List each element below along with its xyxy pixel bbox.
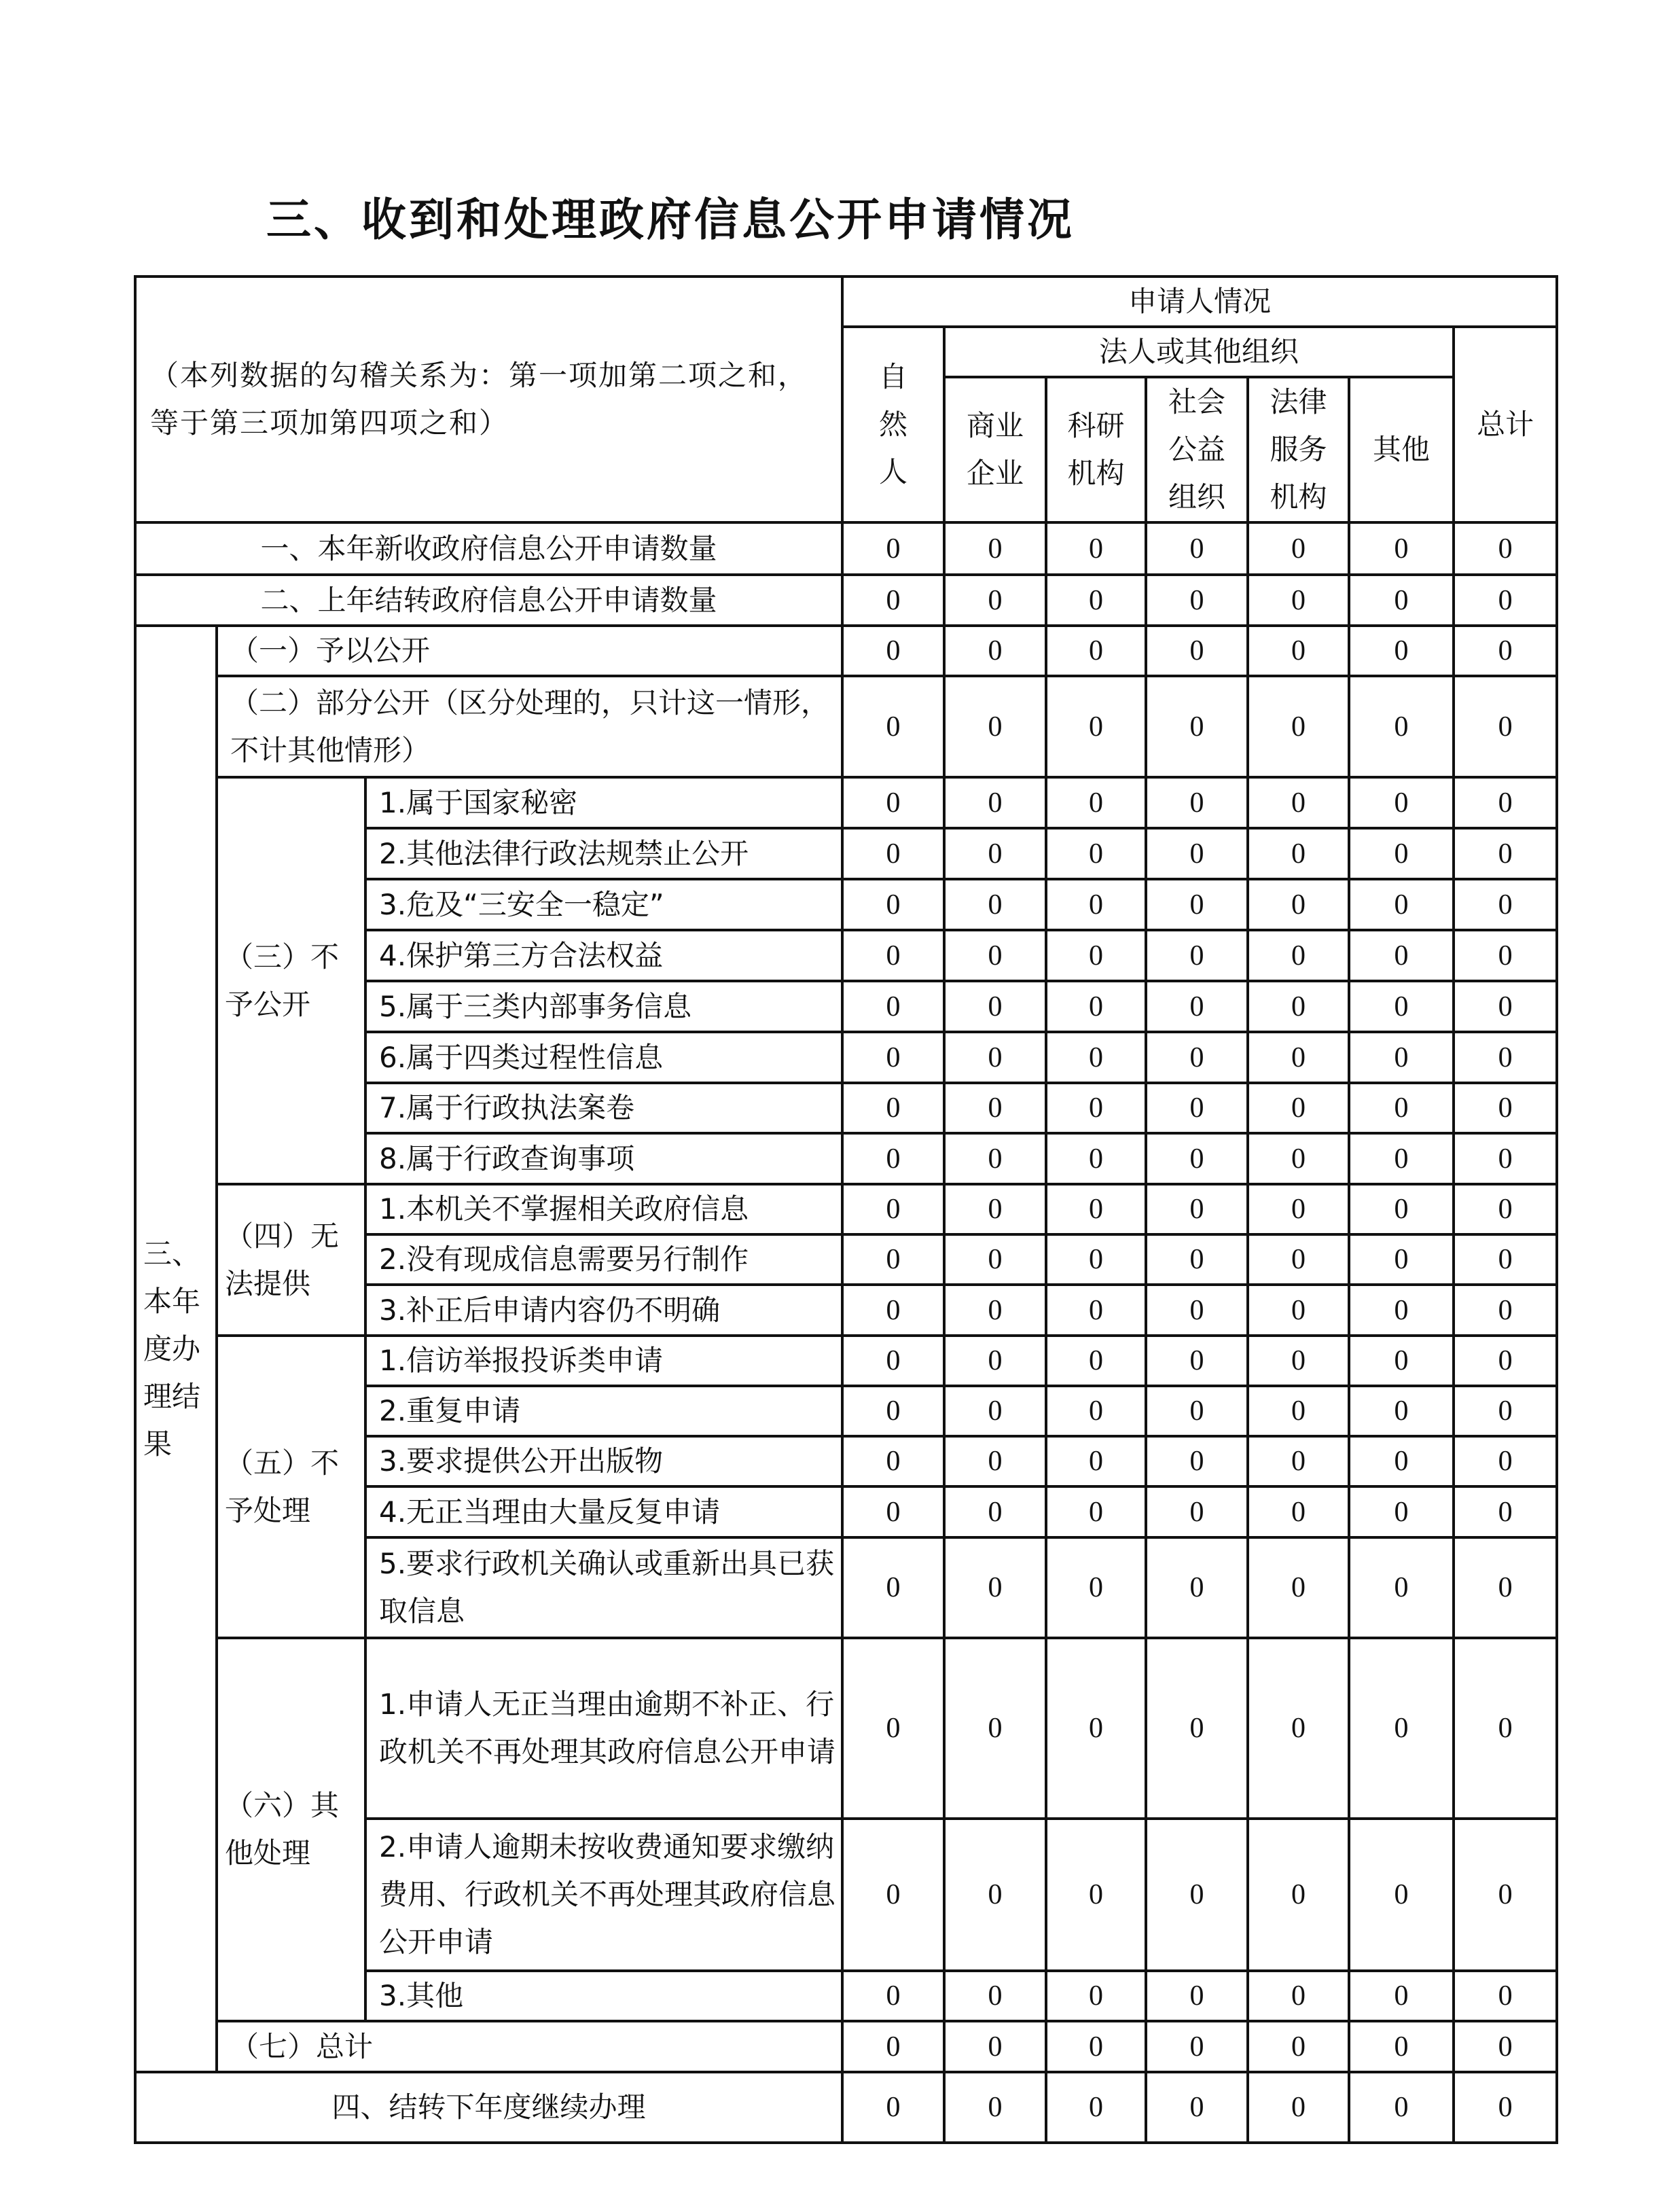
value-cell: 0 bbox=[842, 1971, 944, 2021]
row-label: 3.补正后申请内容仍不明确 bbox=[365, 1285, 842, 1336]
value-cell: 0 bbox=[1248, 1386, 1349, 1436]
value-cell: 0 bbox=[1248, 1083, 1349, 1133]
header-legal-group: 法人或其他组织 bbox=[944, 327, 1454, 377]
value-cell: 0 bbox=[1454, 1486, 1557, 1537]
value-cell: 0 bbox=[1349, 1436, 1454, 1486]
value-cell: 0 bbox=[842, 1386, 944, 1436]
value-cell: 0 bbox=[842, 2072, 944, 2143]
group-label-text: （四）无法提供 bbox=[225, 1219, 340, 1300]
value-cell: 0 bbox=[1248, 1032, 1349, 1083]
value-cell: 0 bbox=[1349, 1386, 1454, 1436]
value-cell: 0 bbox=[1046, 1184, 1146, 1234]
value-cell: 0 bbox=[1248, 1436, 1349, 1486]
value-cell: 0 bbox=[1454, 522, 1557, 575]
value-cell: 0 bbox=[1454, 1436, 1557, 1486]
table-row bbox=[135, 522, 1557, 575]
row-label: 8.属于行政查询事项 bbox=[365, 1133, 842, 1184]
application-statistics-table bbox=[134, 275, 1558, 2144]
value-cell: 0 bbox=[1349, 1032, 1454, 1083]
value-cell: 0 bbox=[1046, 1032, 1146, 1083]
value-cell: 0 bbox=[842, 1819, 944, 1971]
value-cell: 0 bbox=[842, 828, 944, 879]
header-natural-person bbox=[842, 327, 944, 522]
value-cell: 0 bbox=[1146, 879, 1248, 930]
value-cell: 0 bbox=[1146, 1285, 1248, 1336]
value-cell: 0 bbox=[944, 1436, 1046, 1486]
value-cell: 0 bbox=[1046, 676, 1146, 777]
row-label: （二）部分公开（区分处理的，只计这一情形，不计其他情形） bbox=[217, 676, 842, 777]
value-cell: 0 bbox=[1349, 626, 1454, 676]
value-cell: 0 bbox=[1248, 930, 1349, 981]
value-cell: 0 bbox=[1454, 777, 1557, 828]
value-cell: 0 bbox=[842, 626, 944, 676]
value-cell: 0 bbox=[1046, 2072, 1146, 2143]
value-cell: 0 bbox=[1248, 1133, 1349, 1184]
value-cell: 0 bbox=[1248, 879, 1349, 930]
table-row bbox=[135, 575, 1557, 626]
header-note: （本列数据的勾稽关系为：第一项加第二项之和，等于第三项加第四项之和） bbox=[135, 276, 842, 522]
value-cell: 0 bbox=[1046, 1336, 1146, 1386]
value-cell: 0 bbox=[1146, 1819, 1248, 1971]
table-row bbox=[135, 2021, 1557, 2072]
value-cell: 0 bbox=[1046, 1436, 1146, 1486]
value-cell: 0 bbox=[1349, 2021, 1454, 2072]
table-row bbox=[135, 1638, 1557, 1819]
value-cell: 0 bbox=[842, 879, 944, 930]
value-cell: 0 bbox=[1146, 1486, 1248, 1537]
value-cell: 0 bbox=[944, 1184, 1046, 1234]
value-cell: 0 bbox=[1146, 1386, 1248, 1436]
value-cell: 0 bbox=[1248, 1486, 1349, 1537]
row-label: 1.信访举报投诉类申请 bbox=[365, 1336, 842, 1386]
value-cell: 0 bbox=[1349, 1234, 1454, 1285]
value-cell: 0 bbox=[1349, 575, 1454, 626]
value-cell: 0 bbox=[1046, 522, 1146, 575]
value-cell: 0 bbox=[944, 1386, 1046, 1436]
value-cell: 0 bbox=[842, 981, 944, 1032]
value-cell: 0 bbox=[1454, 1285, 1557, 1336]
section-3-label-text: 三、本年度办理结果 bbox=[143, 1236, 201, 1461]
value-cell: 0 bbox=[944, 2072, 1046, 2143]
value-cell: 0 bbox=[1248, 626, 1349, 676]
value-cell: 0 bbox=[1454, 1184, 1557, 1234]
row-label: 1.属于国家秘密 bbox=[365, 777, 842, 828]
value-cell: 0 bbox=[1454, 1386, 1557, 1436]
row-label: 4.无正当理由大量反复申请 bbox=[365, 1486, 842, 1537]
value-cell: 0 bbox=[944, 1819, 1046, 1971]
header-col-research bbox=[1046, 377, 1146, 522]
value-cell: 0 bbox=[1454, 1819, 1557, 1971]
header-col-other bbox=[1349, 377, 1454, 522]
value-cell: 0 bbox=[1146, 981, 1248, 1032]
row-label: 7.属于行政执法案卷 bbox=[365, 1083, 842, 1133]
value-cell: 0 bbox=[842, 1436, 944, 1486]
value-cell: 0 bbox=[944, 575, 1046, 626]
value-cell: 0 bbox=[1046, 879, 1146, 930]
row-label: 1.本机关不掌握相关政府信息 bbox=[365, 1184, 842, 1234]
row-label: 3.要求提供公开出版物 bbox=[365, 1436, 842, 1486]
value-cell: 0 bbox=[1454, 1638, 1557, 1819]
value-cell: 0 bbox=[1248, 828, 1349, 879]
value-cell: 0 bbox=[1046, 1234, 1146, 1285]
group-label-text: （三）不予公开 bbox=[225, 940, 340, 1021]
value-cell: 0 bbox=[1146, 1436, 1248, 1486]
row-label: 一、本年新收政府信息公开申请数量 bbox=[135, 522, 842, 575]
value-cell: 0 bbox=[1248, 1336, 1349, 1386]
value-cell: 0 bbox=[1248, 1184, 1349, 1234]
value-cell: 0 bbox=[944, 981, 1046, 1032]
group-label-text: （五）不予处理 bbox=[225, 1446, 340, 1527]
row-label: 四、结转下年度继续办理 bbox=[135, 2072, 842, 2143]
group-label-other-handling bbox=[217, 1638, 365, 2021]
value-cell: 0 bbox=[1454, 828, 1557, 879]
value-cell: 0 bbox=[1248, 777, 1349, 828]
value-cell: 0 bbox=[1046, 930, 1146, 981]
value-cell: 0 bbox=[1248, 1537, 1349, 1638]
value-cell: 0 bbox=[944, 828, 1046, 879]
value-cell: 0 bbox=[1248, 2021, 1349, 2072]
row-label: 1.申请人无正当理由逾期不补正、行政机关不再处理其政府信息公开申请 bbox=[365, 1638, 842, 1819]
value-cell: 0 bbox=[1454, 1234, 1557, 1285]
value-cell: 0 bbox=[1349, 2072, 1454, 2143]
value-cell: 0 bbox=[1349, 1184, 1454, 1234]
value-cell: 0 bbox=[1146, 2021, 1248, 2072]
value-cell: 0 bbox=[842, 522, 944, 575]
value-cell: 0 bbox=[842, 1486, 944, 1537]
value-cell: 0 bbox=[842, 930, 944, 981]
value-cell: 0 bbox=[1349, 1638, 1454, 1819]
row-label: 6.属于四类过程性信息 bbox=[365, 1032, 842, 1083]
value-cell: 0 bbox=[842, 1537, 944, 1638]
value-cell: 0 bbox=[1046, 1083, 1146, 1133]
value-cell: 0 bbox=[1248, 1638, 1349, 1819]
value-cell: 0 bbox=[842, 777, 944, 828]
value-cell: 0 bbox=[1046, 777, 1146, 828]
header-total: 总计 bbox=[1454, 327, 1557, 522]
row-label: 4.保护第三方合法权益 bbox=[365, 930, 842, 981]
value-cell: 0 bbox=[1349, 522, 1454, 575]
value-cell: 0 bbox=[1349, 981, 1454, 1032]
value-cell: 0 bbox=[842, 1083, 944, 1133]
value-cell: 0 bbox=[1349, 930, 1454, 981]
value-cell: 0 bbox=[1349, 1083, 1454, 1133]
value-cell: 0 bbox=[1146, 828, 1248, 879]
value-cell: 0 bbox=[1046, 981, 1146, 1032]
value-cell: 0 bbox=[944, 930, 1046, 981]
value-cell: 0 bbox=[1046, 1537, 1146, 1638]
value-cell: 0 bbox=[944, 2021, 1046, 2072]
value-cell: 0 bbox=[944, 1285, 1046, 1336]
value-cell: 0 bbox=[1046, 1486, 1146, 1537]
value-cell: 0 bbox=[944, 1486, 1046, 1537]
value-cell: 0 bbox=[1454, 981, 1557, 1032]
row-label: 2.重复申请 bbox=[365, 1386, 842, 1436]
value-cell: 0 bbox=[1146, 1638, 1248, 1819]
value-cell: 0 bbox=[944, 1133, 1046, 1184]
value-cell: 0 bbox=[842, 1133, 944, 1184]
value-cell: 0 bbox=[944, 626, 1046, 676]
value-cell: 0 bbox=[1146, 777, 1248, 828]
table-row bbox=[135, 777, 1557, 828]
value-cell: 0 bbox=[842, 1285, 944, 1336]
value-cell: 0 bbox=[1454, 1032, 1557, 1083]
value-cell: 0 bbox=[1349, 1819, 1454, 1971]
value-cell: 0 bbox=[1046, 1386, 1146, 1436]
value-cell: 0 bbox=[1146, 1537, 1248, 1638]
row-label: 2.没有现成信息需要另行制作 bbox=[365, 1234, 842, 1285]
row-label: 2.申请人逾期未按收费通知要求缴纳费用、行政机关不再处理其政府信息公开申请 bbox=[365, 1819, 842, 1971]
value-cell: 0 bbox=[1046, 1819, 1146, 1971]
group-label-text: （六）其他处理 bbox=[225, 1789, 340, 1870]
header-col-business bbox=[944, 377, 1046, 522]
value-cell: 0 bbox=[1146, 522, 1248, 575]
value-cell: 0 bbox=[1046, 1971, 1146, 2021]
value-cell: 0 bbox=[944, 1032, 1046, 1083]
table-row bbox=[135, 1184, 1557, 1234]
value-cell: 0 bbox=[1146, 1336, 1248, 1386]
table-row bbox=[135, 626, 1557, 676]
value-cell: 0 bbox=[944, 1336, 1046, 1386]
value-cell: 0 bbox=[1454, 1336, 1557, 1386]
group-label-withheld bbox=[217, 777, 365, 1184]
value-cell: 0 bbox=[1454, 1083, 1557, 1133]
value-cell: 0 bbox=[1046, 1638, 1146, 1819]
value-cell: 0 bbox=[1046, 828, 1146, 879]
value-cell: 0 bbox=[842, 1032, 944, 1083]
row-label: 3.其他 bbox=[365, 1971, 842, 2021]
value-cell: 0 bbox=[1146, 676, 1248, 777]
value-cell: 0 bbox=[1349, 676, 1454, 777]
table-row bbox=[135, 1336, 1557, 1386]
value-cell: 0 bbox=[944, 676, 1046, 777]
header-natural-person-label: 自然人 bbox=[879, 360, 908, 488]
value-cell: 0 bbox=[944, 1638, 1046, 1819]
page-title: 三、收到和处理政府信息公开申请情况 bbox=[266, 194, 1075, 246]
value-cell: 0 bbox=[1146, 1184, 1248, 1234]
value-cell: 0 bbox=[1146, 575, 1248, 626]
value-cell: 0 bbox=[1248, 676, 1349, 777]
header-col-legal-service bbox=[1248, 377, 1349, 522]
value-cell: 0 bbox=[1046, 575, 1146, 626]
value-cell: 0 bbox=[1146, 1133, 1248, 1184]
table-row bbox=[135, 2072, 1557, 2143]
value-cell: 0 bbox=[944, 1083, 1046, 1133]
value-cell: 0 bbox=[842, 2021, 944, 2072]
value-cell: 0 bbox=[842, 1336, 944, 1386]
value-cell: 0 bbox=[1454, 575, 1557, 626]
header-col-label: 其他 bbox=[1373, 433, 1431, 466]
row-label: 5.要求行政机关确认或重新出具已获取信息 bbox=[365, 1537, 842, 1638]
value-cell: 0 bbox=[1454, 626, 1557, 676]
value-cell: 0 bbox=[1349, 777, 1454, 828]
value-cell: 0 bbox=[1454, 1971, 1557, 2021]
value-cell: 0 bbox=[1046, 1133, 1146, 1184]
header-col-label: 法律服务机构 bbox=[1270, 385, 1327, 514]
value-cell: 0 bbox=[1349, 1537, 1454, 1638]
value-cell: 0 bbox=[1349, 1971, 1454, 2021]
row-label: （七）总计 bbox=[217, 2021, 842, 2072]
value-cell: 0 bbox=[1454, 930, 1557, 981]
header-col-label: 社会公益组织 bbox=[1168, 385, 1226, 514]
value-cell: 0 bbox=[1248, 575, 1349, 626]
value-cell: 0 bbox=[944, 1537, 1046, 1638]
value-cell: 0 bbox=[842, 676, 944, 777]
value-cell: 0 bbox=[944, 879, 1046, 930]
row-label: 5.属于三类内部事务信息 bbox=[365, 981, 842, 1032]
value-cell: 0 bbox=[1248, 2072, 1349, 2143]
value-cell: 0 bbox=[1046, 626, 1146, 676]
value-cell: 0 bbox=[944, 1234, 1046, 1285]
value-cell: 0 bbox=[1454, 879, 1557, 930]
value-cell: 0 bbox=[842, 1234, 944, 1285]
value-cell: 0 bbox=[1349, 879, 1454, 930]
value-cell: 0 bbox=[1146, 930, 1248, 981]
value-cell: 0 bbox=[1046, 2021, 1146, 2072]
value-cell: 0 bbox=[1248, 1285, 1349, 1336]
group-label-unavailable bbox=[217, 1184, 365, 1336]
value-cell: 0 bbox=[1248, 1234, 1349, 1285]
value-cell: 0 bbox=[1146, 1971, 1248, 2021]
section-3-label bbox=[135, 626, 217, 2072]
row-label: 3.危及“三安全一稳定” bbox=[365, 879, 842, 930]
value-cell: 0 bbox=[1349, 1336, 1454, 1386]
value-cell: 0 bbox=[1248, 1819, 1349, 1971]
value-cell: 0 bbox=[1349, 828, 1454, 879]
value-cell: 0 bbox=[1454, 1537, 1557, 1638]
value-cell: 0 bbox=[842, 1638, 944, 1819]
group-label-not-processed bbox=[217, 1336, 365, 1638]
value-cell: 0 bbox=[1349, 1133, 1454, 1184]
value-cell: 0 bbox=[944, 522, 1046, 575]
value-cell: 0 bbox=[1046, 1285, 1146, 1336]
value-cell: 0 bbox=[944, 777, 1046, 828]
value-cell: 0 bbox=[1454, 676, 1557, 777]
table-row bbox=[135, 676, 1557, 777]
value-cell: 0 bbox=[1146, 626, 1248, 676]
value-cell: 0 bbox=[1146, 1032, 1248, 1083]
value-cell: 0 bbox=[1248, 981, 1349, 1032]
header-col-label: 科研机构 bbox=[1067, 409, 1125, 490]
header-applicant-group: 申请人情况 bbox=[842, 276, 1557, 327]
value-cell: 0 bbox=[1248, 522, 1349, 575]
value-cell: 0 bbox=[1146, 2072, 1248, 2143]
value-cell: 0 bbox=[1349, 1285, 1454, 1336]
header-col-label: 商业企业 bbox=[967, 409, 1024, 490]
value-cell: 0 bbox=[1248, 1971, 1349, 2021]
value-cell: 0 bbox=[842, 1184, 944, 1234]
value-cell: 0 bbox=[1454, 2021, 1557, 2072]
row-label: 2.其他法律行政法规禁止公开 bbox=[365, 828, 842, 879]
row-label: （一）予以公开 bbox=[217, 626, 842, 676]
value-cell: 0 bbox=[944, 1971, 1046, 2021]
value-cell: 0 bbox=[1454, 1133, 1557, 1184]
value-cell: 0 bbox=[842, 575, 944, 626]
row-label: 二、上年结转政府信息公开申请数量 bbox=[135, 575, 842, 626]
value-cell: 0 bbox=[1146, 1083, 1248, 1133]
value-cell: 0 bbox=[1454, 2072, 1557, 2143]
value-cell: 0 bbox=[1349, 1486, 1454, 1537]
value-cell: 0 bbox=[1146, 1234, 1248, 1285]
header-col-public-welfare bbox=[1146, 377, 1248, 522]
